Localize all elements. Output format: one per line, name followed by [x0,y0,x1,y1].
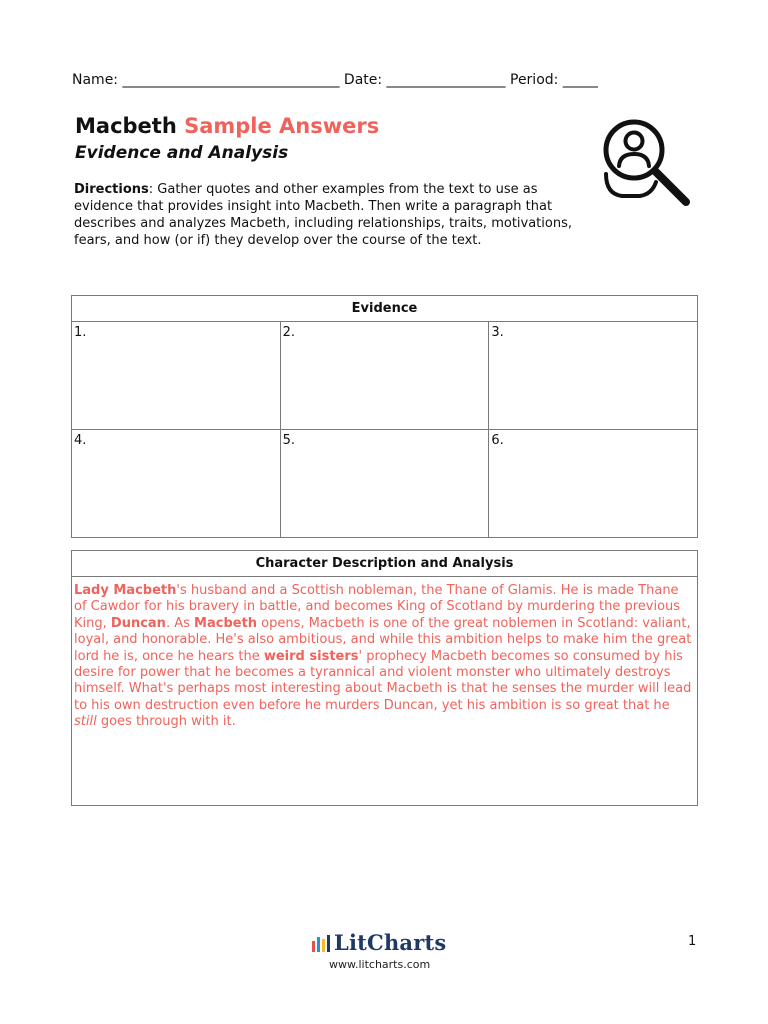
evidence-cell-5[interactable]: 5. [280,430,489,538]
page-number: 1 [688,934,697,949]
title-main: Macbeth [75,114,177,138]
evidence-table [71,295,698,538]
footer-url[interactable]: www.litcharts.com [329,958,431,971]
answer-text: 's husband and a Scottish nobleman, the Thane of Glamis. He is made Thane of Cawdor for his bravery in battle, and becomes King of Scotland by murdering the previous King, [74,583,681,631]
evidence-cell-2[interactable]: 2. [280,322,489,430]
evidence-cell-1[interactable]: 1. [72,322,281,430]
character-link-weird-sisters[interactable]: weird sisters [263,648,359,664]
answer-text: opens, Macbeth is one of the great noblemen in Scotland: valiant, loyal, and honorable. He's also ambitious, and while this ambition helps to make him the great lord he is, once he hears the [74,615,692,664]
analysis-answer[interactable] [72,577,698,806]
directions-label: Directions [74,182,149,197]
character-link-lady-macbeth[interactable]: Lady Macbeth [74,583,177,598]
page-title [75,114,379,138]
character-link-duncan[interactable]: Duncan [110,615,166,631]
analysis-header: Character Description and Analysis [72,551,698,577]
evidence-cell-4[interactable]: 4. [72,430,281,538]
emphasis-still: still [74,714,97,730]
answer-text: goes through with it. [96,714,236,730]
litcharts-logo[interactable] [312,930,462,971]
directions-paragraph [74,181,594,249]
answer-text: . As [165,615,195,631]
page-subtitle: Evidence and Analysis [75,143,289,163]
logo-bars-icon [312,932,330,955]
title-accent: Sample Answers [184,114,380,138]
work-link-macbeth[interactable]: Macbeth [194,615,258,631]
answer-text: ' prophecy Macbeth becomes so consumed by his desire for power that he becomes a tyrannical and violent monster who ultimately destroys himself. What's perhaps most interesting about Macbeth is that he senses the murder will lead to his own destruction even before he murders Duncan, yet his ambition is so great that he [74,648,692,713]
directions-text: : Gather quotes and other examples from the text to use as evidence that provides insight into Macbeth. Then write a paragraph that describes and analyzes Macbeth, including relationships, traits, motivations, fears, and how (or if) they develop over the course of the text. [74,182,572,248]
evidence-cell-6[interactable]: 6. [489,430,698,538]
student-info-line: Name: _______________________________ Date: _________________ Period: _____ [72,72,598,88]
evidence-cell-3[interactable]: 3. [489,322,698,430]
magnifier-person-icon [600,116,694,210]
logo-text: LitCharts [334,930,447,955]
evidence-header: Evidence [72,296,698,322]
analysis-table [71,550,698,806]
